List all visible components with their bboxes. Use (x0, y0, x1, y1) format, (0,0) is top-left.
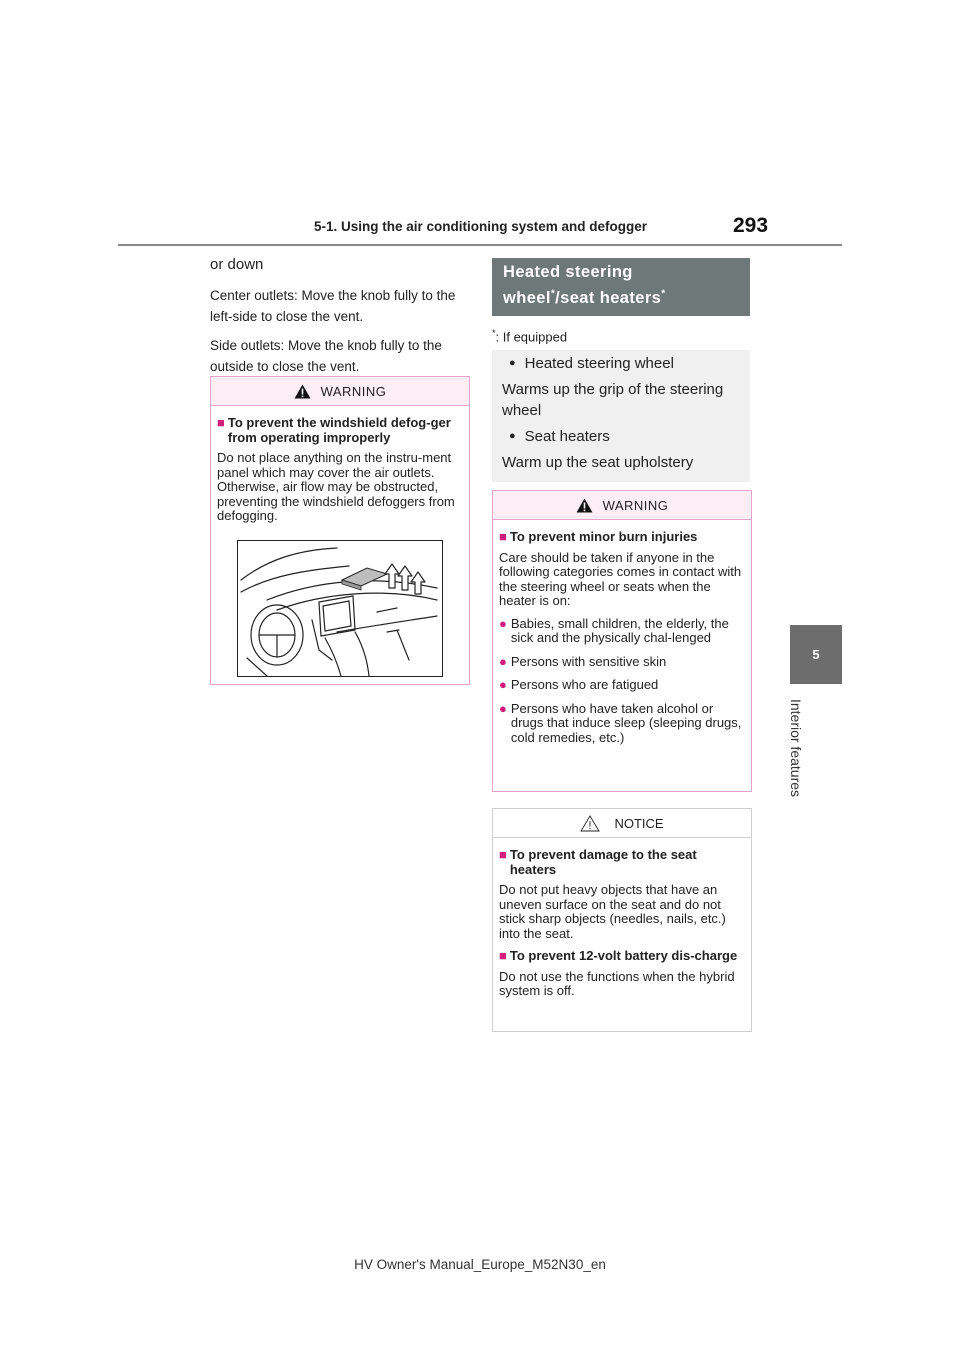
heated-section-heading (492, 258, 750, 316)
chapter-label (786, 690, 806, 805)
footnote (492, 328, 567, 344)
warning-label: WARNING (320, 383, 387, 399)
bullet-dot-icon: ● (509, 430, 516, 442)
notice-header (493, 809, 751, 838)
para-side-outlets: Side outlets: Move the knob fully to the outside to close the vent. (210, 338, 442, 374)
left-column-text (210, 254, 470, 385)
square-bullet-icon: ■ (499, 847, 507, 862)
bullet-dot-icon: ● (509, 357, 516, 369)
feature-seat-heaters (502, 426, 742, 447)
list-item (499, 655, 743, 670)
list-item (499, 617, 743, 646)
page-number: 293 (733, 214, 769, 237)
bullet-dot-icon: ● (499, 653, 507, 669)
list-item-text: Babies, small children, the elderly, the sick and the physically chal-lenged (510, 615, 729, 645)
para-center-outlets: Center outlets: Move the knob fully to the left-side to close the vent. (210, 288, 456, 324)
bullet-dot-icon: ● (499, 677, 507, 692)
heading-line2-b: /seat heaters (555, 289, 662, 307)
feature-title: Heated steering wheel (524, 355, 674, 372)
warning-label: WARNING (602, 497, 669, 513)
section-title: 5-1. Using the air conditioning system and defogger (314, 219, 648, 234)
warning-heading (217, 416, 461, 445)
caution-triangle-icon (580, 815, 600, 832)
heading-line2 (503, 285, 750, 311)
notice-heading (499, 848, 743, 877)
square-bullet-icon: ■ (217, 415, 225, 430)
para-or-down: or down (210, 256, 264, 273)
warning-box-defogger (210, 376, 470, 685)
footnote-text: : If equipped (495, 329, 568, 345)
warning-heading-text: To prevent minor burn injuries (509, 529, 698, 544)
warning-heading-text: To prevent the windshield defog-ger from operating improperly (227, 415, 451, 445)
feature-desc: Warms up the grip of the steering wheel (502, 381, 724, 419)
heading-line2-a: wheel (503, 289, 551, 307)
list-item (499, 678, 743, 693)
warning-heading (499, 530, 743, 545)
feature-steering-wheel (502, 353, 742, 374)
dashboard-illustration (237, 540, 443, 677)
list-item (499, 702, 743, 746)
warning-body: Do not place anything on the instru-ment panel which may cover the air outlets. Otherwise, air flow may be obstructed, preventing the windshield defoggers from defogging. (217, 450, 455, 523)
list-item-text: Persons with sensitive skin (510, 653, 667, 669)
list-item-text: Persons who are fatigued (510, 677, 659, 692)
footer-text: HV Owner's Manual_Europe_M52N30_en (354, 1257, 606, 1272)
header-divider (118, 244, 842, 246)
notice-heading (499, 949, 743, 964)
bullet-dot-icon: ● (499, 700, 507, 716)
chapter-label-text: Interior features (788, 698, 804, 797)
notice-body: Do not use the functions when the hybrid system is off. (499, 968, 735, 998)
chapter-tab: 5 (790, 625, 842, 684)
warning-header (493, 491, 751, 520)
warning-header (211, 377, 469, 406)
heated-features-box (492, 350, 750, 482)
notice-body: Do not put heavy objects that have an uneven surface on the seat and do not stick sharp objects (needles, nails, etc.) into the seat. (499, 882, 726, 941)
feature-desc: Warm up the seat upholstery (502, 454, 694, 471)
heading-line1: Heated steering (503, 263, 633, 281)
heading-star-2: * (661, 288, 666, 300)
notice-heading-text: To prevent damage to the seat heaters (509, 847, 697, 877)
square-bullet-icon: ■ (499, 948, 507, 963)
warning-box-burns (492, 490, 752, 792)
feature-title: Seat heaters (524, 428, 610, 445)
footnote-star: * (492, 328, 496, 338)
heading-star-1: * (550, 288, 556, 300)
bullet-dot-icon: ● (499, 615, 507, 631)
warning-triangle-icon (294, 384, 311, 399)
warning-body: Care should be taken if anyone in the following categories comes in contact with the steering wheel or seats when the heater is on: (499, 549, 742, 608)
notice-label: NOTICE (614, 815, 664, 831)
list-item-text: Persons who have taken alcohol or drugs that induce sleep (sleeping drugs, cold remedies, etc.) (510, 700, 742, 745)
notice-heading-text: To prevent 12-volt battery dis-charge (509, 948, 738, 963)
warning-triangle-icon (576, 498, 593, 513)
square-bullet-icon: ■ (499, 529, 507, 544)
notice-box (492, 808, 752, 1032)
